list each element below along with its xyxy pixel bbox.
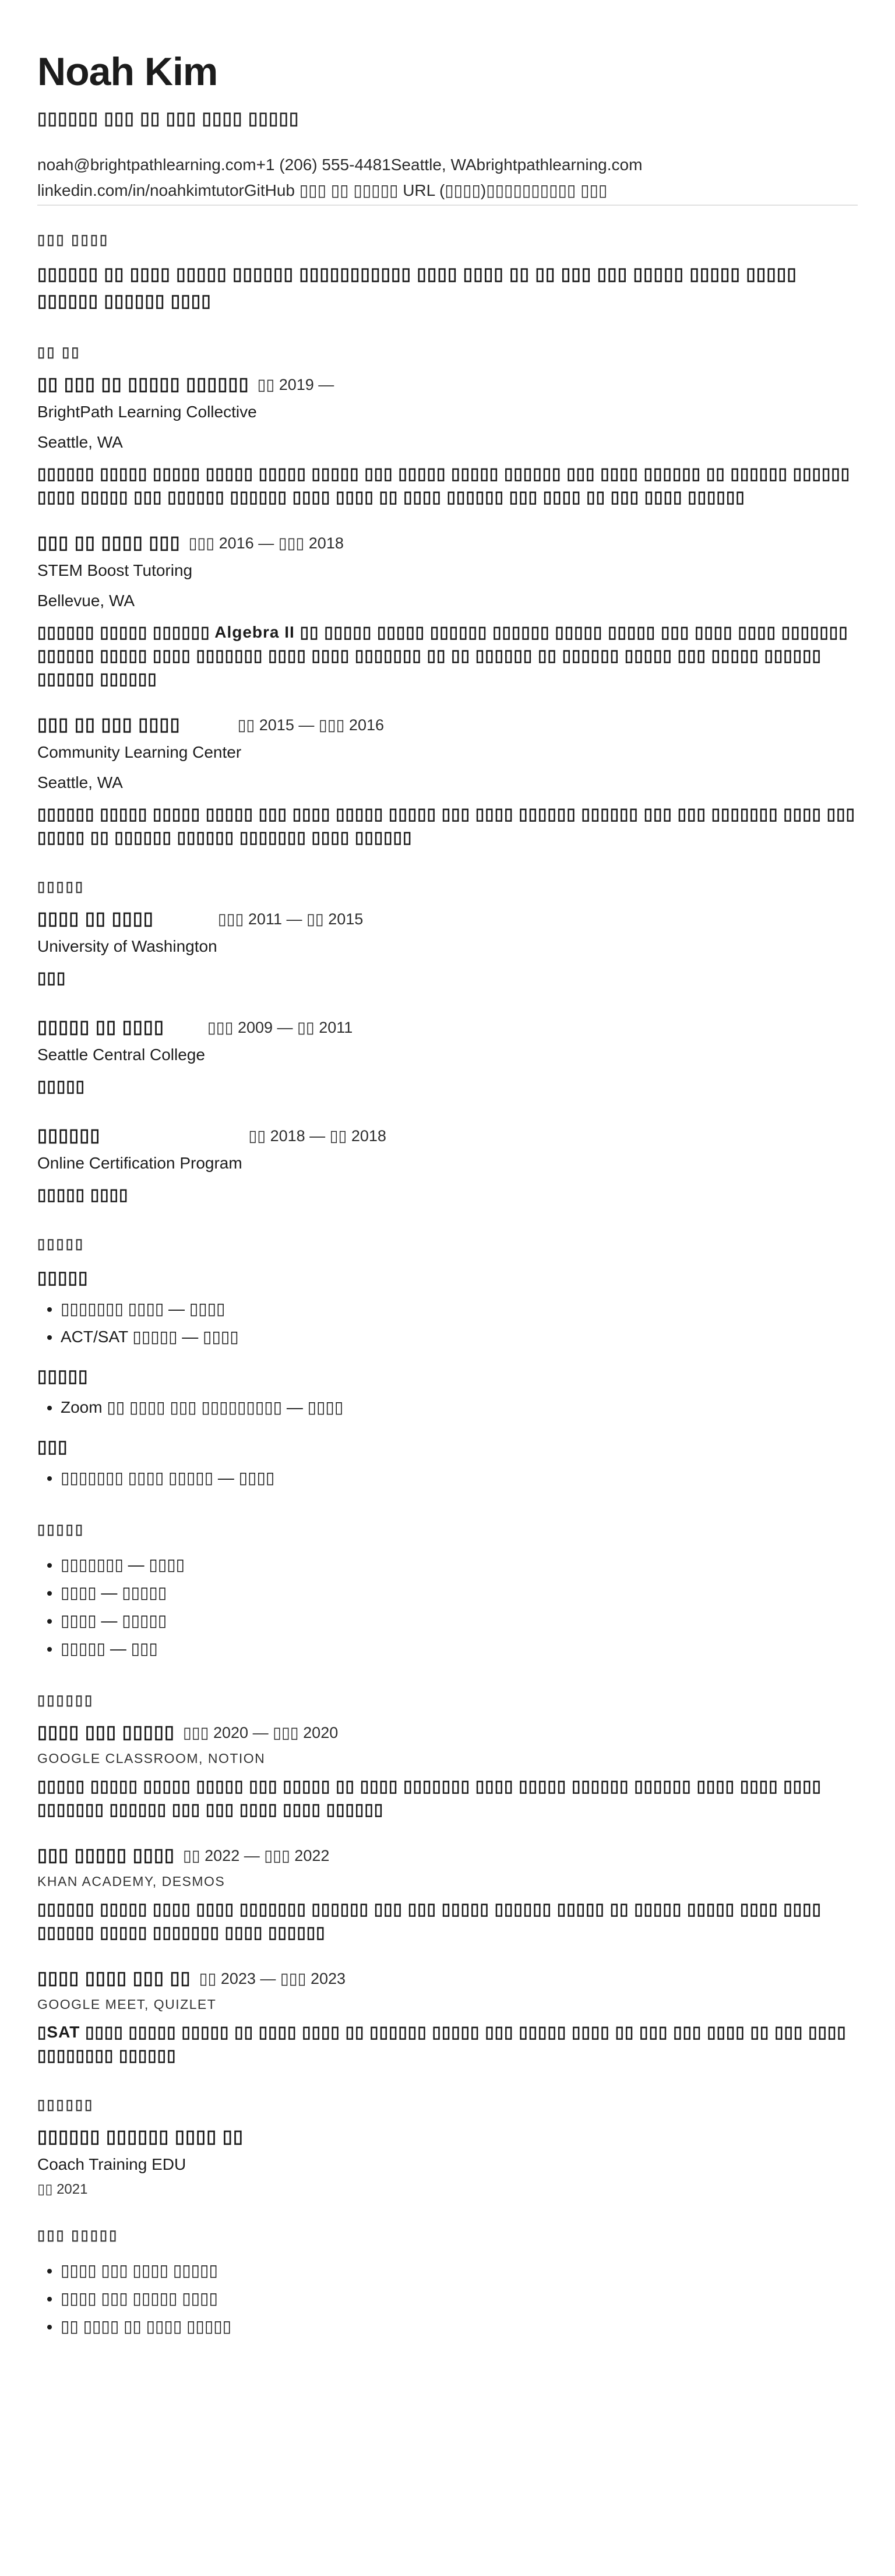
- website-link[interactable]: brightpathlearning.com: [476, 156, 643, 174]
- job-dates: ▯▯▯ 2016 — ▯▯▯ 2018: [188, 534, 344, 552]
- degree-title: ▯▯▯▯▯▯: [37, 1125, 101, 1145]
- skill-item: • Zoom ▯▯ ▯▯▯▯ ▯▯▯ ▯▯▯▯▯▯▯▯▯ — ▯▯▯▯: [61, 1393, 858, 1421]
- activity-item: • ▯▯▯▯ ▯▯▯ ▯▯▯▯▯ ▯▯▯▯: [61, 2285, 858, 2313]
- social-row: [37, 178, 858, 203]
- project-title: ▯▯▯▯ ▯▯▯▯ ▯▯▯ ▯▯: [37, 1968, 191, 1988]
- project-tools: GOOGLE MEET, QUIZLET: [37, 1997, 217, 2012]
- activities-heading: ▯▯▯ ▯▯▯▯▯: [37, 2227, 119, 2243]
- skill-item: • ▯▯▯▯▯▯▯ ▯▯▯▯ ▯▯▯▯▯ — ▯▯▯▯: [61, 1464, 858, 1492]
- summary-heading: ▯▯▯ ▯▯▯▯: [37, 232, 110, 248]
- experience-section: [37, 344, 858, 849]
- job-title: ▯▯▯ ▯▯ ▯▯▯ ▯▯▯▯: [37, 714, 181, 734]
- project-entry: [37, 1722, 858, 1821]
- project-dates: ▯▯▯ 2020 — ▯▯▯ 2020: [182, 1724, 339, 1741]
- skill-group-title: ▯▯▯: [37, 1437, 68, 1456]
- project-entry: [37, 1968, 858, 2067]
- skill-group-title: ▯▯▯▯▯: [37, 1268, 89, 1287]
- skill-list: [37, 1464, 858, 1492]
- skills-heading: ▯▯▯▯▯: [37, 1236, 85, 1252]
- github-link[interactable]: GitHub ▯▯▯ ▯▯ ▯▯▯▯▯ URL (▯▯▯▯)▯▯▯▯▯▯▯▯▯▯ ▯▯▯: [244, 181, 608, 199]
- summary-section: [37, 231, 858, 315]
- projects-section: [37, 1692, 858, 2067]
- header-divider: [37, 205, 858, 206]
- job-title: ▯▯ ▯▯▯ ▯▯ ▯▯▯▯▯ ▯▯▯▯▯▯: [37, 374, 249, 394]
- job-title: ▯▯▯ ▯▯ ▯▯▯▯ ▯▯▯: [37, 532, 181, 552]
- job-company: BrightPath Learning Collective: [37, 403, 257, 421]
- job-location: Bellevue, WA: [37, 592, 135, 610]
- email-link[interactable]: noah@brightpathlearning.com: [37, 156, 256, 174]
- project-description: ▯▯▯▯▯ ▯▯▯▯▯ ▯▯▯▯▯ ▯▯▯▯▯ ▯▯▯ ▯▯▯▯▯ ▯▯ ▯▯▯▯ ▯▯▯▯▯▯▯ ▯▯▯▯ ▯▯▯▯▯ ▯▯▯▯▯▯ ▯▯▯▯▯▯ ▯▯▯▯ ▯▯▯▯ ▯▯▯▯ ▯▯▯▯▯▯▯ ▯▯▯▯▯▯ ▯▯▯ ▯▯▯ ▯▯▯▯ ▯▯▯▯ ▯▯▯▯▯▯: [37, 1777, 822, 1818]
- education-heading: ▯▯▯▯▯: [37, 879, 85, 895]
- activity-item: • ▯▯ ▯▯▯▯ ▯▯ ▯▯▯▯ ▯▯▯▯▯: [61, 2313, 858, 2341]
- project-tools: KHAN ACADEMY, DESMOS: [37, 1874, 225, 1889]
- candidate-tagline: ▯▯▯▯▯▯ ▯▯▯ ▯▯ ▯▯▯ ▯▯▯▯ ▯▯▯▯▯: [37, 109, 299, 128]
- job-description: ▯▯▯▯▯▯ ▯▯▯▯▯ ▯▯▯▯▯ ▯▯▯▯▯ ▯▯▯▯▯ ▯▯▯▯▯ ▯▯▯ ▯▯▯▯▯ ▯▯▯▯▯ ▯▯▯▯▯▯ ▯▯▯ ▯▯▯▯ ▯▯▯▯▯▯ ▯▯ ▯▯▯▯▯▯ ▯▯▯▯▯▯ ▯▯▯▯ ▯▯▯▯▯ ▯▯▯ ▯▯▯▯▯▯ ▯▯▯▯▯▯ ▯▯▯▯ ▯▯▯▯ ▯▯ ▯▯▯▯ ▯▯▯▯▯▯ ▯▯▯ ▯▯▯▯ ▯▯ ▯▯▯ ▯▯▯▯ ▯▯▯▯▯▯: [37, 464, 851, 506]
- education-section: [37, 878, 858, 1206]
- languages-section: [37, 1521, 858, 1663]
- job-description: ▯▯▯▯▯▯ ▯▯▯▯▯ ▯▯▯▯▯ ▯▯▯▯▯ ▯▯▯ ▯▯▯▯ ▯▯▯▯▯ ▯▯▯▯▯ ▯▯▯ ▯▯▯▯ ▯▯▯▯▯▯ ▯▯▯▯▯▯ ▯▯▯ ▯▯▯ ▯▯▯▯▯▯▯ ▯▯▯▯ ▯▯▯ ▯▯▯▯▯ ▯▯ ▯▯▯▯▯▯ ▯▯▯▯▯▯ ▯▯▯▯▯▯▯ ▯▯▯▯ ▯▯▯▯▯▯: [37, 805, 855, 846]
- job-dates: ▯▯ 2019 —: [257, 376, 334, 393]
- language-list: [37, 1551, 858, 1663]
- project-tools: GOOGLE CLASSROOM, NOTION: [37, 1751, 266, 1766]
- job-company: Community Learning Center: [37, 743, 242, 761]
- project-dates: ▯▯ 2023 — ▯▯▯ 2023: [199, 1970, 346, 1987]
- certification-title: ▯▯▯▯▯▯ ▯▯▯▯▯▯ ▯▯▯▯ ▯▯: [37, 2126, 244, 2146]
- education-dates: ▯▯ 2018 — ▯▯ 2018: [248, 1127, 386, 1145]
- education-entry: [37, 1016, 858, 1098]
- education-entry: [37, 908, 858, 990]
- job-location: Seattle, WA: [37, 433, 123, 451]
- certification-date: ▯▯ 2021: [37, 2181, 88, 2197]
- activities-section: [37, 2227, 858, 2341]
- experience-entry: [37, 532, 858, 691]
- language-item: • ▯▯▯▯ — ▯▯▯▯▯: [61, 1607, 858, 1635]
- degree-title: ▯▯▯▯ ▯▯ ▯▯▯▯: [37, 908, 154, 928]
- job-dates: ▯▯ 2015 — ▯▯▯ 2016: [237, 716, 384, 734]
- skill-group-title: ▯▯▯▯▯: [37, 1367, 89, 1386]
- education-entry: [37, 1125, 858, 1206]
- skills-section: [37, 1236, 858, 1492]
- experience-entry: [37, 374, 858, 509]
- education-detail: ▯▯▯: [37, 969, 66, 987]
- projects-heading: ▯▯▯▯▯▯: [37, 1692, 94, 1708]
- education-dates: ▯▯▯ 2011 — ▯▯ 2015: [217, 910, 364, 928]
- project-description: ▯▯▯▯▯▯ ▯▯▯▯▯ ▯▯▯▯ ▯▯▯▯ ▯▯▯▯▯▯▯ ▯▯▯▯▯▯ ▯▯▯ ▯▯▯ ▯▯▯▯▯ ▯▯▯▯▯▯ ▯▯▯▯▯ ▯▯ ▯▯▯▯▯ ▯▯▯▯▯ ▯▯▯▯ ▯▯▯▯ ▯▯▯▯▯▯ ▯▯▯▯▯ ▯▯▯▯▯▯▯ ▯▯▯▯ ▯▯▯▯▯▯: [37, 1900, 822, 1941]
- languages-heading: ▯▯▯▯▯: [37, 1522, 85, 1537]
- project-entry: [37, 1845, 858, 1944]
- experience-entry: [37, 714, 858, 849]
- education-dates: ▯▯▯ 2009 — ▯▯ 2011: [207, 1019, 353, 1036]
- summary-text: ▯▯▯▯▯▯ ▯▯ ▯▯▯▯ ▯▯▯▯▯ ▯▯▯▯▯▯ ▯▯▯▯▯▯▯▯▯▯▯ ▯▯▯▯ ▯▯▯▯ ▯▯ ▯▯ ▯▯▯ ▯▯▯ ▯▯▯▯▯ ▯▯▯▯▯ ▯▯▯▯▯ ▯▯▯▯▯▯ ▯▯▯▯▯▯ ▯▯▯▯: [37, 265, 797, 311]
- linkedin-link[interactable]: linkedin.com/in/noahkimtutor: [37, 181, 244, 199]
- location-text: Seattle, WA: [390, 156, 477, 174]
- school-name: Online Certification Program: [37, 1154, 242, 1172]
- contact-row: [37, 152, 858, 178]
- degree-title: ▯▯▯▯▯ ▯▯ ▯▯▯▯: [37, 1016, 164, 1037]
- skill-item: • ACT/SAT ▯▯▯▯▯ — ▯▯▯▯: [61, 1323, 858, 1351]
- project-title: ▯▯▯ ▯▯▯▯▯ ▯▯▯▯: [37, 1845, 175, 1865]
- school-name: University of Washington: [37, 937, 217, 955]
- experience-heading: ▯▯ ▯▯: [37, 344, 81, 360]
- skill-item: • ▯▯▯▯▯▯▯ ▯▯▯▯ — ▯▯▯▯: [61, 1295, 858, 1323]
- project-description: ▯SAT ▯▯▯▯ ▯▯▯▯▯ ▯▯▯▯▯ ▯▯ ▯▯▯▯ ▯▯▯▯ ▯▯ ▯▯▯▯▯▯ ▯▯▯▯▯ ▯▯▯ ▯▯▯▯▯ ▯▯▯▯ ▯▯ ▯▯▯ ▯▯▯ ▯▯▯▯ ▯▯ ▯▯▯ ▯▯▯▯ ▯▯▯▯▯▯▯▯ ▯▯▯▯▯▯: [37, 2023, 847, 2064]
- school-name: Seattle Central College: [37, 1046, 205, 1064]
- language-item: • ▯▯▯▯▯ — ▯▯▯: [61, 1635, 858, 1663]
- certifications-heading: ▯▯▯▯▯▯: [37, 2097, 94, 2113]
- language-item: • ▯▯▯▯▯▯▯ — ▯▯▯▯: [61, 1551, 858, 1579]
- project-title: ▯▯▯▯ ▯▯▯ ▯▯▯▯▯: [37, 1722, 175, 1742]
- job-location: Seattle, WA: [37, 773, 123, 791]
- activity-item: • ▯▯▯▯ ▯▯▯ ▯▯▯▯ ▯▯▯▯▯: [61, 2257, 858, 2285]
- skill-list: [37, 1393, 858, 1421]
- skill-list: [37, 1295, 858, 1351]
- activity-list: [37, 2257, 858, 2341]
- language-item: • ▯▯▯▯ — ▯▯▯▯▯: [61, 1579, 858, 1607]
- education-detail: ▯▯▯▯▯ ▯▯▯▯: [37, 1185, 129, 1203]
- candidate-name: Noah Kim: [37, 50, 218, 94]
- certifications-section: [37, 2096, 858, 2198]
- certification-issuer: Coach Training EDU: [37, 2155, 186, 2173]
- project-dates: ▯▯ 2022 — ▯▯▯ 2022: [182, 1847, 330, 1864]
- job-description: ▯▯▯▯▯▯ ▯▯▯▯▯ ▯▯▯▯▯▯ Algebra II ▯▯ ▯▯▯▯▯ ▯▯▯▯▯ ▯▯▯▯▯▯ ▯▯▯▯▯▯ ▯▯▯▯▯ ▯▯▯▯▯ ▯▯▯ ▯▯▯▯ ▯▯▯▯ ▯▯▯▯▯▯▯ ▯▯▯▯▯▯ ▯▯▯▯▯ ▯▯▯▯ ▯▯▯▯▯▯▯ ▯▯▯▯ ▯▯▯▯ ▯▯▯▯▯▯▯ ▯▯ ▯▯ ▯▯▯▯▯▯ ▯▯ ▯▯▯▯▯▯ ▯▯▯▯▯ ▯▯▯ ▯▯▯▯▯ ▯▯▯▯▯▯ ▯▯▯▯▯▯ ▯▯▯▯▯▯: [37, 623, 848, 688]
- job-company: STEM Boost Tutoring: [37, 561, 193, 579]
- education-detail: ▯▯▯▯▯: [37, 1077, 86, 1095]
- phone-text: +1 (206) 555-4481: [256, 156, 391, 174]
